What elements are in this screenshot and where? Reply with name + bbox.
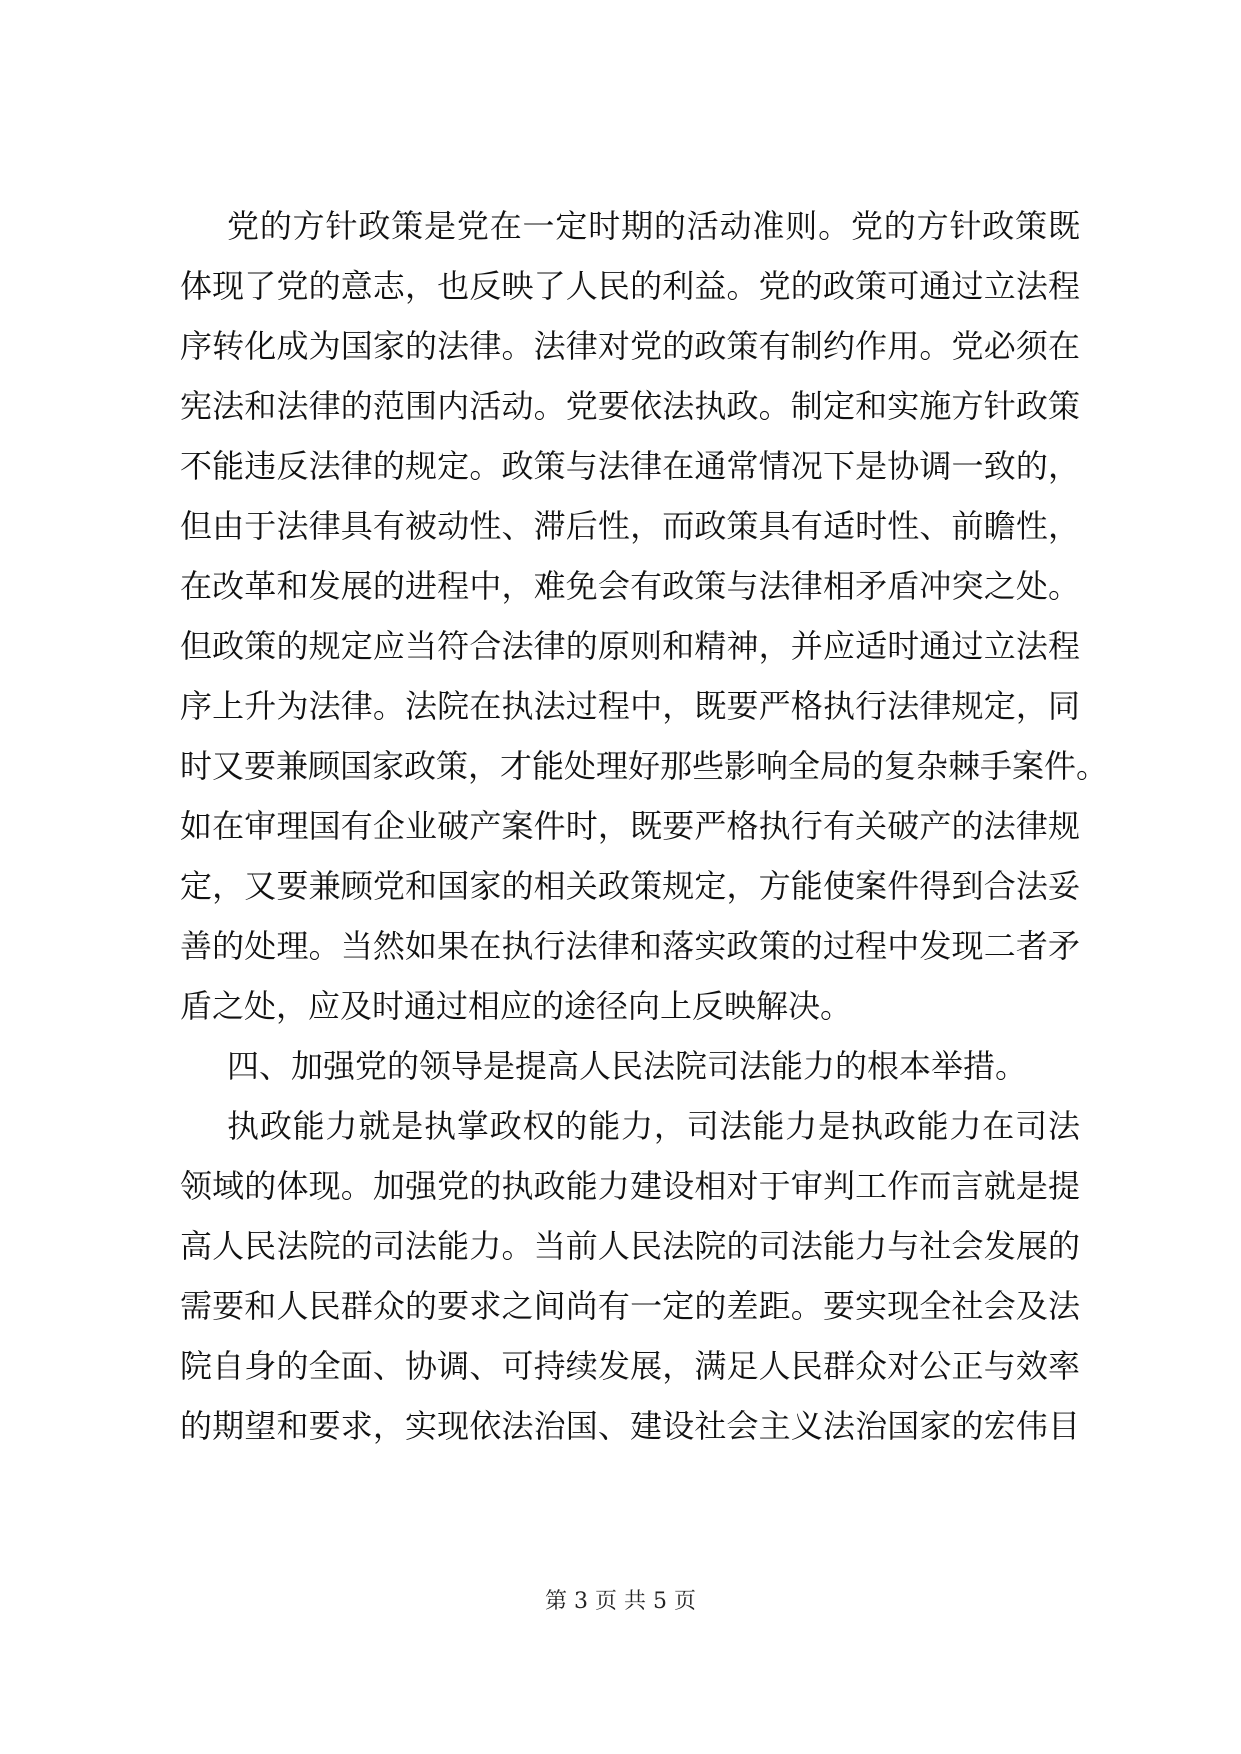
- text-line: 时又要兼顾国家政策，才能处理好那些影响全局的复杂棘手案件。: [180, 747, 1109, 785]
- text-line: 序转化成为国家的法律。法律对党的政策有制约作用。党必须在: [180, 327, 1080, 365]
- text-line: 宪法和法律的范围内活动。党要依法执政。制定和实施方针政策: [180, 387, 1080, 425]
- text-line: 高人民法院的司法能力。当前人民法院的司法能力与社会发展的: [180, 1227, 1080, 1265]
- text-line: 如在审理国有企业破产案件时，既要严格执行有关破产的法律规: [180, 807, 1080, 845]
- text-line: 但由于法律具有被动性、滞后性，而政策具有适时性、前瞻性，: [180, 507, 1080, 545]
- text-line: 需要和人民群众的要求之间尚有一定的差距。要实现全社会及法: [180, 1287, 1080, 1325]
- text-line: 序上升为法律。法院在执法过程中，既要严格执行法律规定，同: [180, 687, 1080, 725]
- text-line: 不能违反法律的规定。政策与法律在通常情况下是协调一致的，: [180, 447, 1080, 485]
- text-line: 体现了党的意志，也反映了人民的利益。党的政策可通过立法程: [180, 267, 1080, 305]
- text-line: 善的处理。当然如果在执行法律和落实政策的过程中发现二者矛: [180, 927, 1080, 965]
- section-heading: 四、加强党的领导是提高人民法院司法能力的根本举措。: [227, 1047, 1028, 1085]
- text-line: 但政策的规定应当符合法律的原则和精神，并应适时通过立法程: [180, 627, 1080, 665]
- text-line: 执政能力就是执掌政权的能力，司法能力是执政能力在司法: [227, 1107, 1080, 1145]
- text-line: 党的方针政策是党在一定时期的活动准则。党的方针政策既: [227, 207, 1080, 245]
- text-line: 定，又要兼顾党和国家的相关政策规定，方能使案件得到合法妥: [180, 867, 1080, 905]
- document-body: [180, 196, 1109, 1456]
- text-line: 院自身的全面、协调、可持续发展，满足人民群众对公正与效率: [180, 1347, 1080, 1385]
- text-line: 领域的体现。加强党的执政能力建设相对于审判工作而言就是提: [180, 1167, 1080, 1205]
- page-number-footer: 第 3 页 共 5 页: [545, 1589, 696, 1614]
- text-line: 盾之处，应及时通过相应的途径向上反映解决。: [180, 987, 853, 1025]
- text-line: 的期望和要求，实现依法治国、建设社会主义法治国家的宏伟目: [180, 1407, 1080, 1445]
- text-line: 在改革和发展的进程中，难免会有政策与法律相矛盾冲突之处。: [180, 567, 1080, 605]
